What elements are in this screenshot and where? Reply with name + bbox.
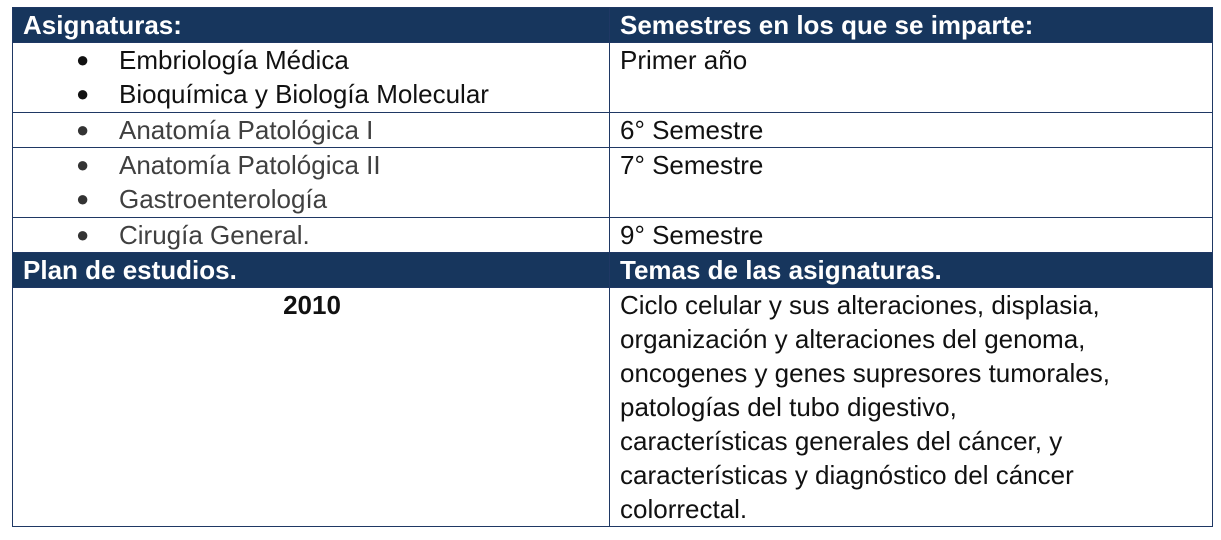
subjects-cell [13,113,610,148]
bullet-icon: ● [76,117,90,142]
table-row [13,113,1213,148]
subject-list [23,43,601,111]
table-row [13,148,1213,218]
subject-name: Anatomía Patológica I [119,115,374,145]
plan-year: 2010 [13,288,610,527]
header-semesters: Semestres en los que se imparte: [610,8,1213,43]
subject-name: Embriología Médica [119,45,349,75]
bullet-icon: ● [76,152,90,177]
list-item [23,148,601,182]
list-item [23,77,601,111]
topics-line: colorrectal. [620,494,748,524]
subject-name: Anatomía Patológica II [119,150,381,180]
subjects-cell [13,43,610,113]
semester-cell: 6° Semestre [610,113,1213,148]
list-item [23,182,601,216]
semester-cell: 9° Semestre [610,218,1213,253]
topics-line: oncogenes y genes supresores tumorales, [620,358,1110,388]
header-plan: Plan de estudios. [13,253,610,288]
subjects-table [12,7,1213,527]
header-subjects: Asignaturas: [13,8,610,43]
header-row-subjects [13,8,1213,43]
list-item [23,218,601,252]
topics-line: Ciclo celular y sus alteraciones, displasia, [620,290,1100,320]
subject-name: Gastroenterología [119,184,328,214]
subjects-cell [13,218,610,253]
subject-name: Bioquímica y Biología Molecular [119,79,489,109]
topics-line: características generales del cáncer, y [620,426,1063,456]
header-topics: Temas de las asignaturas. [610,253,1213,288]
bullet-icon: ● [76,222,90,247]
semester-cell: Primer año [610,43,1213,113]
semester-cell: 7° Semestre [610,148,1213,218]
list-item [23,113,601,147]
table-row [13,218,1213,253]
subjects-cell [13,148,610,218]
table-row [13,43,1213,113]
list-item [23,43,601,77]
topics-cell [610,288,1213,527]
table-row [13,288,1213,527]
topics-line: organización y alteraciones del genoma, [620,324,1086,354]
subject-list [23,148,601,216]
subject-list [23,218,601,252]
topics-line: patologías del tubo digestivo, [620,392,957,422]
bullet-icon: ● [76,186,90,211]
bullet-icon: ● [76,81,90,106]
topics-line: características y diagnóstico del cáncer [620,460,1074,490]
header-row-plan [13,253,1213,288]
bullet-icon: ● [76,47,90,72]
subject-name: Cirugía General. [119,220,310,250]
subject-list [23,113,601,147]
